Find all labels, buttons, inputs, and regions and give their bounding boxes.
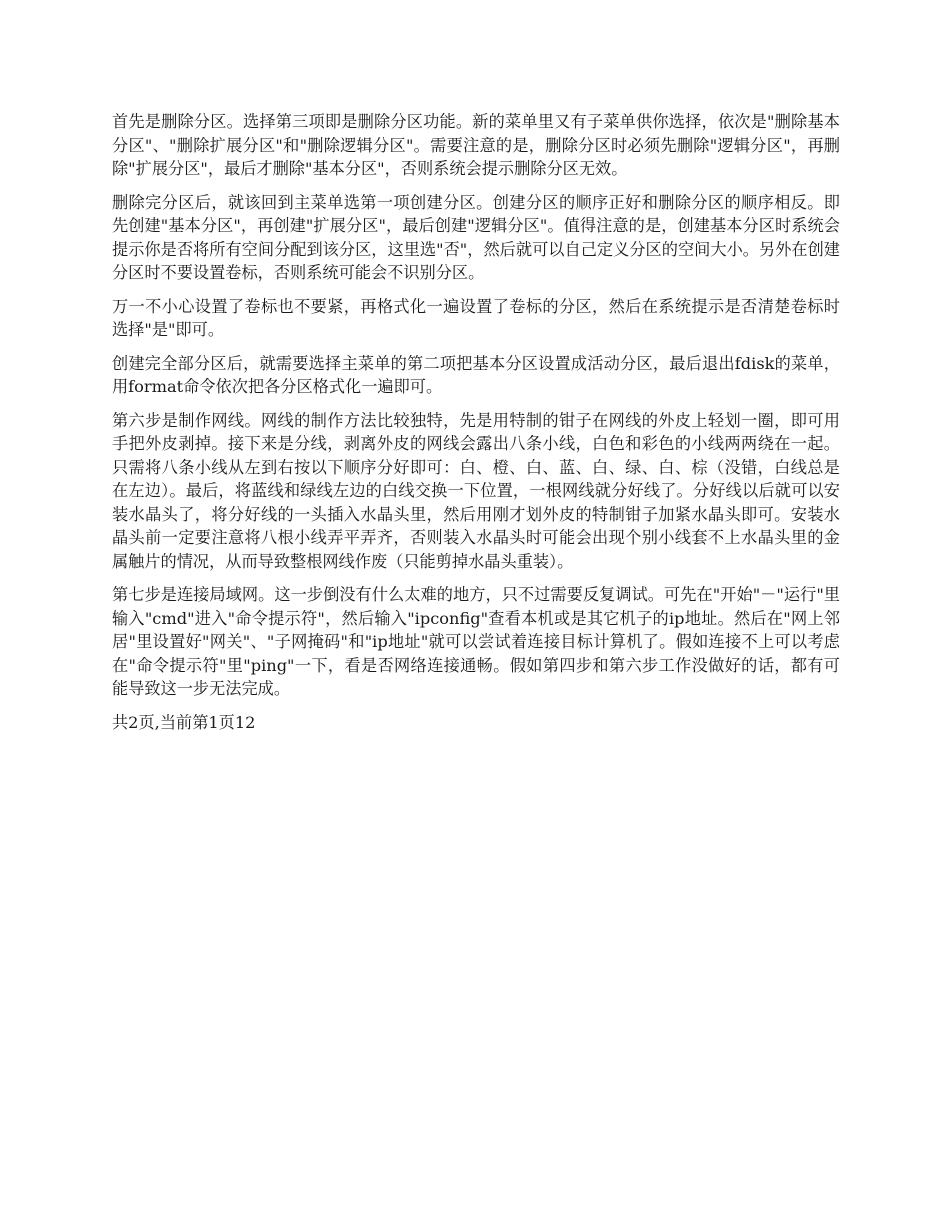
paragraph-volume-label: 万一不小心设置了卷标也不要紧，再格式化一遍设置了卷标的分区，然后在系统提示是否清楚卷标时选择"是"即可。 [112, 296, 840, 339]
page-indicator: 共2页,当前第1页12 [112, 712, 256, 732]
paragraph-create-partition: 删除完分区后，就该回到主菜单选第一项创建分区。创建分区的顺序正好和删除分区的顺序相反。即先创建"基本分区"，再创建"扩展分区"，最后创建"逻辑分区"。值得注意的是，创建基本分区时系统会提示你是否将所有空间分配到该分区，这里选"否"，然后就可以自己定义分区的空间大小。另外在创建分区时不要设置卷标，否则系统可能会不识别分区。 [112, 192, 840, 282]
paragraph-step-six-cable: 第六步是制作网线。网线的制作方法比较独特，先是用特制的钳子在网线的外皮上轻划一圈，即可用手把外皮剥掉。接下来是分线，剥离外皮的网线会露出八条小线，白色和彩色的小线两两绕在一起。只需将八条小线从左到右按以下顺序分好即可：白、橙、白、蓝、白、绿、白、棕（没错，白线总是在左边）。最后，将蓝线和绿线左边的白线交换一下位置，一根网线就分好线了。分好线以后就可以安装水晶头了，将分好线的一头插入水晶头里，然后用刚才划外皮的特制钳子加紧水晶头即可。安装水晶头前一定要注意将八根小线弄平弄齐，否则装入水晶头时可能会出现个别小线套不上水晶头里的金属触片的情况，从而导致整根网线作废（只能剪掉水晶头重装）。 [112, 410, 840, 571]
paragraph-active-partition: 创建完全部分区后，就需要选择主菜单的第二项把基本分区设置成活动分区，最后退出fdisk的菜单，用format命令依次把各分区格式化一遍即可。 [112, 353, 840, 396]
paragraph-step-seven-lan: 第七步是连接局域网。这一步倒没有什么太难的地方，只不过需要反复调试。可先在"开始"－"运行"里输入"cmd"进入"命令提示符"，然后输入"ipconfig"查看本机或是其它机子的ip地址。然后在"网上邻居"里设置好"网关"、"子网掩码"和"ip地址"就可以尝试着连接目标计算机了。假如连接不上可以考虑在"命令提示符"里"ping"一下，看是否网络连接通畅。假如第四步和第六步工作没做好的话，都有可能导致这一步无法完成。 [112, 585, 840, 698]
document-body [112, 110, 840, 734]
paragraph-delete-partition: 首先是删除分区。选择第三项即是删除分区功能。新的菜单里又有子菜单供你选择，依次是"删除基本分区"、"删除扩展分区"和"删除逻辑分区"。需要注意的是，删除分区时必须先删除"逻辑分区"，再删除"扩展分区"，最后才删除"基本分区"，否则系统会提示删除分区无效。 [112, 112, 840, 178]
